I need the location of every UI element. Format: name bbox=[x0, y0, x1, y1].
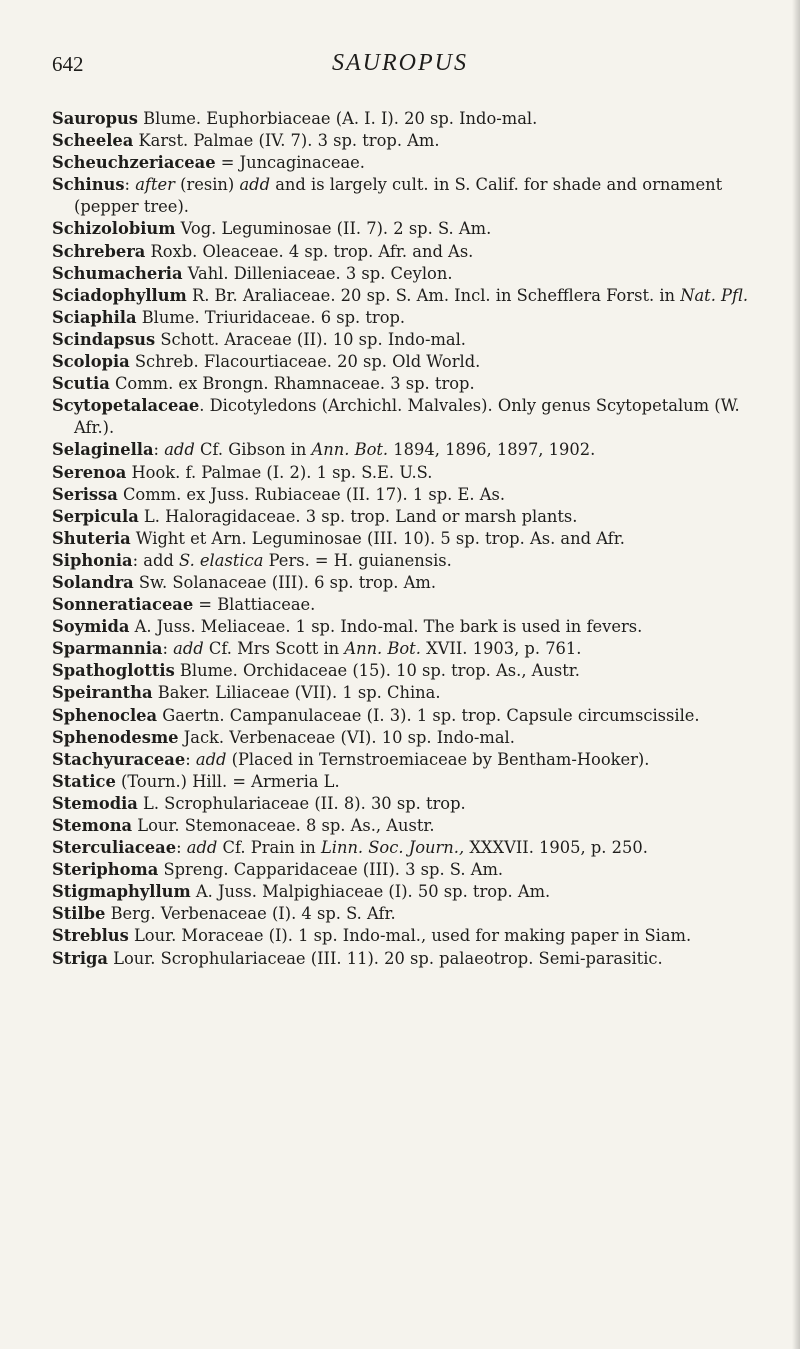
entry-genus-name: Schinus bbox=[52, 175, 125, 195]
entry-genus-name: Scytopetalaceae bbox=[52, 396, 200, 416]
entry-italic-text: add bbox=[164, 440, 195, 460]
entry-text: : bbox=[124, 175, 136, 195]
dictionary-entry bbox=[52, 594, 767, 616]
dictionary-entry bbox=[52, 616, 767, 638]
dictionary-entry bbox=[52, 174, 767, 218]
entry-text: Cf. Prain in bbox=[217, 838, 321, 858]
dictionary-entry bbox=[52, 793, 767, 815]
entry-genus-name: Stigmaphyllum bbox=[52, 882, 191, 902]
entry-text: Lour. Stemonaceae. 8 sp. As., Austr. bbox=[132, 816, 435, 835]
entry-genus-name: Scheelea bbox=[52, 131, 134, 151]
entry-text: and is largely cult. in S. Calif. for shade and ornament (pepper tree). bbox=[74, 175, 723, 217]
entry-genus-name: Statice bbox=[52, 771, 116, 791]
entry-text: Wight et Arn. Leguminosae (III. 10). 5 sp. trop. As. and Afr. bbox=[130, 528, 625, 548]
entry-italic-text: add bbox=[186, 838, 218, 858]
entry-genus-name: Sauropus bbox=[52, 109, 138, 128]
dictionary-entry bbox=[52, 660, 767, 682]
entry-genus-name: Sphenoclea bbox=[52, 705, 158, 725]
entry-genus-name: Stachyuraceae bbox=[52, 749, 186, 769]
entry-genus-name: Soymida bbox=[52, 617, 130, 637]
entry-italic-text: Ann. Bot. bbox=[311, 440, 389, 460]
entry-genus-name: Stemodia bbox=[52, 793, 138, 813]
entry-genus-name: Sciadophyllum bbox=[52, 285, 187, 305]
entry-text: : add bbox=[132, 550, 179, 570]
entry-genus-name: Sphenodesme bbox=[52, 727, 179, 747]
entry-text: 1894, 1896, 1897, 1902. bbox=[388, 440, 596, 460]
entry-genus-name: Scolopia bbox=[52, 352, 130, 372]
dictionary-entry bbox=[52, 749, 767, 771]
entry-genus-name: Steriphoma bbox=[52, 860, 159, 880]
entry-genus-name: Sparmannia bbox=[52, 639, 163, 659]
entry-text: Cf. Mrs Scott in bbox=[203, 639, 345, 659]
entry-text: L. Scrophulariaceae (II. 8). 30 sp. trop. bbox=[137, 793, 466, 813]
entry-text: Cf. Gibson in bbox=[194, 440, 312, 460]
entry-text: Berg. Verbenaceae (I). 4 sp. S. Afr. bbox=[105, 904, 396, 924]
dictionary-entry bbox=[52, 550, 767, 572]
entry-genus-name: Speirantha bbox=[52, 683, 153, 703]
entry-italic-text: S. elastica bbox=[179, 550, 264, 570]
entry-text: (Tourn.) Hill. = Armeria L. bbox=[115, 771, 340, 791]
entry-text: R. Br. Araliaceae. 20 sp. S. Am. Incl. in Schefflera Forst. in bbox=[186, 285, 681, 305]
dictionary-entry bbox=[52, 705, 767, 727]
entry-text: : bbox=[176, 838, 187, 858]
dictionary-entry bbox=[52, 241, 767, 263]
entry-genus-name: Streblus bbox=[52, 926, 129, 946]
entry-text: (resin) bbox=[174, 175, 240, 195]
entry-italic-text: add bbox=[173, 639, 204, 659]
dictionary-entry bbox=[52, 218, 767, 240]
entry-genus-name: Selaginella bbox=[52, 440, 154, 460]
entry-genus-name: Scutia bbox=[52, 374, 110, 394]
entry-italic-text: Linn. Soc. Journ., bbox=[320, 838, 465, 858]
entry-text: Lour. Scrophulariaceae (III. 11). 20 sp. palaeotrop. Semi-parasitic. bbox=[107, 948, 663, 968]
dictionary-entry bbox=[52, 373, 767, 395]
entry-text: A. Juss. Malpighiaceae (I). 50 sp. trop. Am. bbox=[190, 882, 551, 902]
dictionary-entry bbox=[52, 903, 767, 925]
entry-text: . Dicotyledons (Archichl. Malvales). Only genus Scytopetalum (W. Afr.). bbox=[74, 396, 740, 438]
entry-text: Comm. ex Brongn. Rhamnaceae. 3 sp. trop. bbox=[109, 374, 475, 394]
entry-genus-name: Spathoglottis bbox=[52, 661, 175, 681]
entry-text: XVII. 1903, p. 761. bbox=[420, 639, 582, 659]
entry-list bbox=[52, 108, 767, 970]
entry-italic-text: after bbox=[135, 175, 175, 195]
dictionary-entry bbox=[52, 859, 767, 881]
entry-text: Roxb. Oleaceae. 4 sp. trop. Afr. and As. bbox=[145, 241, 474, 261]
entry-text: Lour. Moraceae (I). 1 sp. Indo-mal., used for making paper in Siam. bbox=[128, 926, 692, 946]
entry-text: Schott. Araceae (II). 10 sp. Indo-mal. bbox=[155, 329, 466, 349]
dictionary-entry bbox=[52, 837, 767, 859]
entry-text: Spreng. Capparidaceae (III). 3 sp. S. Am. bbox=[158, 860, 504, 880]
entry-genus-name: Schizolobium bbox=[52, 219, 176, 239]
entry-text: Blume. Euphorbiaceae (A. I. I). 20 sp. Indo-mal. bbox=[137, 109, 538, 128]
dictionary-entry bbox=[52, 771, 767, 793]
page-number: 642 bbox=[52, 52, 84, 76]
entry-text: Vog. Leguminosae (II. 7). 2 sp. S. Am. bbox=[175, 219, 492, 239]
entry-text: : bbox=[153, 440, 165, 460]
entry-text: : bbox=[162, 639, 174, 659]
entry-text: Baker. Liliaceae (VII). 1 sp. China. bbox=[152, 683, 441, 703]
entry-text: Sw. Solanaceae (III). 6 sp. trop. Am. bbox=[133, 572, 437, 592]
entry-genus-name: Shuteria bbox=[52, 528, 131, 548]
entry-text: A. Juss. Meliaceae. 1 sp. Indo-mal. The bark is used in fevers. bbox=[129, 617, 643, 637]
entry-text: Comm. ex Juss. Rubiaceae (II. 17). 1 sp. E. As. bbox=[117, 484, 506, 504]
entry-italic-text: Nat. Pfl. bbox=[680, 285, 749, 305]
entry-genus-name: Serpicula bbox=[52, 506, 139, 526]
entry-text: Vahl. Dilleniaceae. 3 sp. Ceylon. bbox=[182, 263, 453, 283]
dictionary-entry bbox=[52, 130, 767, 152]
dictionary-entry bbox=[52, 881, 767, 903]
dictionary-entry bbox=[52, 263, 767, 285]
entry-text: = Blattiaceae. bbox=[193, 595, 316, 615]
entry-text: Karst. Palmae (IV. 7). 3 sp. trop. Am. bbox=[133, 131, 440, 151]
dictionary-entry bbox=[52, 727, 767, 749]
entry-text: (Placed in Ternstroemiaceae by Bentham-Hooker). bbox=[226, 749, 650, 769]
dictionary-entry bbox=[52, 307, 767, 329]
entry-genus-name: Scindapsus bbox=[52, 329, 156, 349]
dictionary-entry bbox=[52, 152, 767, 174]
entry-genus-name: Sterculiaceae bbox=[52, 838, 177, 858]
entry-genus-name: Serissa bbox=[52, 484, 118, 504]
entry-genus-name: Scheuchzeriaceae bbox=[52, 153, 216, 173]
dictionary-entry bbox=[52, 351, 767, 373]
dictionary-entry bbox=[52, 948, 767, 970]
running-title: SAUROPUS bbox=[332, 50, 468, 76]
entry-text: Pers. = H. guianensis. bbox=[263, 550, 452, 570]
dictionary-entry bbox=[52, 682, 767, 704]
entry-genus-name: Sciaphila bbox=[52, 307, 137, 327]
entry-italic-text: Ann. Bot. bbox=[344, 639, 421, 659]
entry-text: L. Haloragidaceae. 3 sp. trop. Land or marsh plants. bbox=[138, 506, 578, 526]
entry-genus-name: Stilbe bbox=[52, 904, 106, 924]
entry-text: Jack. Verbenaceae (VI). 10 sp. Indo-mal. bbox=[178, 727, 515, 747]
entry-text: XXXVII. 1905, p. 250. bbox=[464, 838, 648, 858]
entry-genus-name: Schrebera bbox=[52, 241, 146, 261]
dictionary-entry bbox=[52, 638, 767, 660]
entry-text: Blume. Triuridaceae. 6 sp. trop. bbox=[136, 307, 406, 327]
dictionary-entry bbox=[52, 285, 767, 307]
entry-text: Schreb. Flacourtiaceae. 20 sp. Old World. bbox=[129, 352, 481, 372]
dictionary-entry bbox=[52, 329, 767, 351]
entry-text: Blume. Orchidaceae (15). 10 sp. trop. As., Austr. bbox=[174, 661, 580, 681]
dictionary-entry bbox=[52, 506, 767, 528]
entry-text: Hook. f. Palmae (I. 2). 1 sp. S.E. U.S. bbox=[126, 462, 433, 482]
dictionary-entry bbox=[52, 815, 767, 837]
page-edge-shadow bbox=[792, 0, 800, 1349]
entry-genus-name: Solandra bbox=[52, 572, 134, 592]
dictionary-entry bbox=[52, 484, 767, 506]
entry-genus-name: Sonneratiaceae bbox=[52, 595, 194, 615]
entry-genus-name: Schumacheria bbox=[52, 263, 183, 283]
dictionary-entry bbox=[52, 395, 767, 439]
dictionary-entry bbox=[52, 108, 767, 130]
entry-italic-text: add bbox=[239, 175, 271, 195]
dictionary-entry bbox=[52, 462, 767, 484]
entry-text: = Juncaginaceae. bbox=[215, 153, 365, 173]
entry-text: Gaertn. Campanulaceae (I. 3). 1 sp. trop. Capsule circumscissile. bbox=[157, 705, 700, 725]
entry-text: : bbox=[185, 749, 196, 769]
dictionary-entry bbox=[52, 572, 767, 594]
entry-genus-name: Serenoa bbox=[52, 462, 127, 482]
dictionary-entry bbox=[52, 439, 767, 461]
entry-genus-name: Siphonia bbox=[52, 550, 133, 570]
entry-genus-name: Stemona bbox=[52, 816, 133, 835]
dictionary-entry bbox=[52, 925, 767, 947]
entry-italic-text: add bbox=[195, 749, 227, 769]
dictionary-entry bbox=[52, 528, 767, 550]
entry-genus-name: Striga bbox=[52, 948, 108, 968]
